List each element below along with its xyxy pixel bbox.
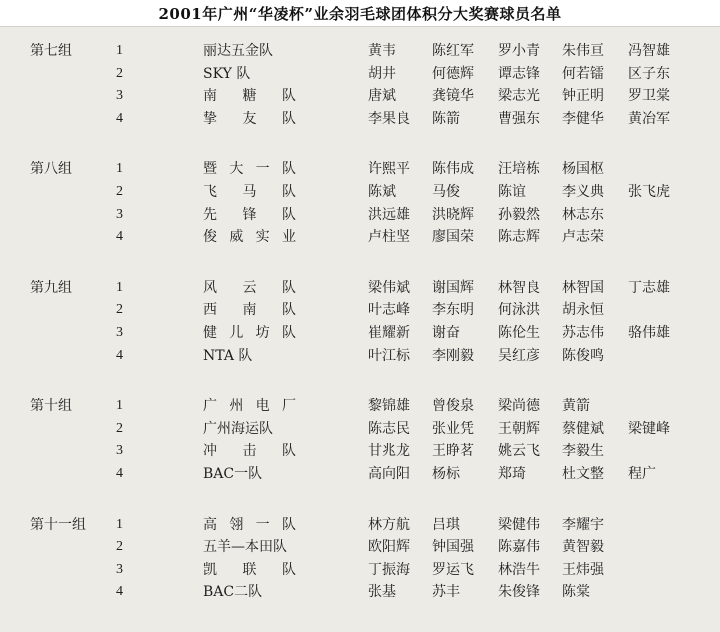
team-number: 4 xyxy=(116,110,123,126)
player-name: 姚云飞 xyxy=(498,443,540,460)
player-name: 许熙平 xyxy=(368,161,410,178)
team-name: 暨 大 一 队 xyxy=(203,161,296,178)
player-name: 高向阳 xyxy=(368,465,410,482)
player-name: 陈红军 xyxy=(432,43,474,59)
player-name: 曾俊泉 xyxy=(432,398,474,415)
team-row xyxy=(0,345,720,368)
player-name: 杨标 xyxy=(432,465,460,482)
team-row xyxy=(0,277,720,300)
team-number: 3 xyxy=(116,443,123,459)
player-name: 罗小青 xyxy=(498,43,540,59)
player-name: 欧阳辉 xyxy=(368,539,410,556)
team-number: 3 xyxy=(116,88,123,104)
team-name: 挚 友 队 xyxy=(203,110,296,127)
player-name: 冯智雄 xyxy=(628,43,670,59)
player-name: 卢志荣 xyxy=(562,229,604,246)
team-number: 1 xyxy=(116,279,123,295)
player-name: 区子东 xyxy=(628,65,670,82)
roster-sections xyxy=(0,40,720,632)
player-name: 龚镜华 xyxy=(432,88,474,105)
team-row xyxy=(0,514,720,537)
player-name: 何泳洪 xyxy=(498,302,540,319)
player-name: 钟国强 xyxy=(432,539,474,556)
player-name: 胡永恒 xyxy=(562,302,604,319)
team-name: 凯 联 队 xyxy=(203,561,296,578)
team-name: 健 儿 坊 队 xyxy=(203,324,296,341)
group-name: 第七组 xyxy=(30,43,72,59)
team-name: 广 州 电 厂 xyxy=(203,398,296,415)
player-name: 陈谊 xyxy=(498,183,526,200)
player-name: 程广 xyxy=(628,465,656,482)
team-row xyxy=(0,204,720,227)
team-number: 4 xyxy=(116,465,123,481)
team-row xyxy=(0,463,720,486)
team-row xyxy=(0,158,720,181)
team-number: 2 xyxy=(116,420,123,436)
player-name: 李东明 xyxy=(432,302,474,319)
title-divider xyxy=(0,26,720,27)
player-name: 崔耀新 xyxy=(368,324,410,341)
player-name: 张基 xyxy=(368,584,396,601)
player-name: 吕琪 xyxy=(432,516,460,533)
team-name: 高 翎 一 队 xyxy=(203,516,296,533)
group-section xyxy=(0,514,720,604)
team-row xyxy=(0,322,720,345)
player-name: 马俊 xyxy=(432,183,460,200)
team-name: NTA 队 xyxy=(203,347,253,364)
player-name: 吴红彦 xyxy=(498,347,540,364)
player-name: 陈志民 xyxy=(368,420,410,437)
player-name: 卢柱坚 xyxy=(368,229,410,246)
player-name: 李刚毅 xyxy=(432,347,474,364)
team-row xyxy=(0,440,720,463)
player-name: 廖国荣 xyxy=(432,229,474,246)
player-name: 陈箭 xyxy=(432,110,460,127)
group-section xyxy=(0,277,720,367)
player-name: 林方航 xyxy=(368,516,410,533)
player-name: 杨国枢 xyxy=(562,161,604,178)
player-name: 何德辉 xyxy=(432,65,474,82)
team-name: 五羊—本田队 xyxy=(203,539,287,556)
team-name: 西 南 队 xyxy=(203,302,296,319)
player-name: 王炜强 xyxy=(562,561,604,578)
team-number: 1 xyxy=(116,43,123,58)
player-name: 张飞虎 xyxy=(628,183,670,200)
player-name: 张业凭 xyxy=(432,420,474,437)
player-name: 李耀宇 xyxy=(562,516,604,533)
player-name: 钟正明 xyxy=(562,88,604,105)
group-name: 第十一组 xyxy=(30,516,86,533)
group-name: 第八组 xyxy=(30,161,72,178)
player-name: 梁志光 xyxy=(498,88,540,105)
team-name: BAC二队 xyxy=(203,584,263,601)
player-name: 陈俊鸣 xyxy=(562,347,604,364)
player-name: 苏志伟 xyxy=(562,324,604,341)
group-section xyxy=(0,158,720,248)
player-name: 黄韦 xyxy=(368,43,396,59)
team-name: 冲 击 队 xyxy=(203,443,296,460)
player-name: 朱俊锋 xyxy=(498,584,540,601)
team-number: 2 xyxy=(116,183,123,199)
group-section xyxy=(0,40,720,130)
title-bar xyxy=(0,0,720,26)
player-name: 陈嘉伟 xyxy=(498,539,540,556)
team-name: BAC一队 xyxy=(203,465,263,482)
team-row xyxy=(0,85,720,108)
player-name: 谢国辉 xyxy=(432,279,474,296)
page-title: 2001年广州“华凌杯”业余羽毛球团体积分大奖赛球员名单 xyxy=(158,4,562,23)
team-number: 4 xyxy=(116,584,123,600)
team-number: 3 xyxy=(116,206,123,222)
player-name: 何若镭 xyxy=(562,65,604,82)
player-name: 苏丰 xyxy=(432,584,460,601)
player-name: 洪晓辉 xyxy=(432,206,474,223)
team-number: 2 xyxy=(116,65,123,81)
team-name: 风 云 队 xyxy=(203,279,296,296)
player-name: 谢奋 xyxy=(432,324,460,341)
player-name: 罗卫棠 xyxy=(628,88,670,105)
player-name: 朱伟亘 xyxy=(562,43,604,59)
team-name: 南 糖 队 xyxy=(203,88,296,105)
player-name: 黄箭 xyxy=(562,398,590,415)
player-name: 谭志锋 xyxy=(498,65,540,82)
team-number: 4 xyxy=(116,229,123,245)
group-section xyxy=(0,395,720,485)
team-number: 1 xyxy=(116,161,123,177)
player-name: 陈伦生 xyxy=(498,324,540,341)
player-name: 孙毅然 xyxy=(498,206,540,223)
player-name: 罗运飞 xyxy=(432,561,474,578)
player-name: 唐斌 xyxy=(368,88,396,105)
player-name: 黄冶军 xyxy=(628,110,670,127)
group-name: 第九组 xyxy=(30,279,72,296)
player-name: 汪培栋 xyxy=(498,161,540,178)
team-number: 2 xyxy=(116,302,123,318)
player-name: 李毅生 xyxy=(562,443,604,460)
player-name: 林智良 xyxy=(498,279,540,296)
player-name: 梁伟斌 xyxy=(368,279,410,296)
team-number: 4 xyxy=(116,347,123,363)
player-name: 林志东 xyxy=(562,206,604,223)
player-name: 李义典 xyxy=(562,183,604,200)
team-row xyxy=(0,299,720,322)
team-row xyxy=(0,108,720,131)
team-name: 飞 马 队 xyxy=(203,183,296,200)
team-row xyxy=(0,395,720,418)
team-name: 广州海运队 xyxy=(203,420,273,437)
team-name: 先 锋 队 xyxy=(203,206,296,223)
player-name: 蔡健斌 xyxy=(562,420,604,437)
player-name: 叶志峰 xyxy=(368,302,410,319)
player-name: 胡井 xyxy=(368,65,396,82)
team-row xyxy=(0,226,720,249)
team-row xyxy=(0,63,720,86)
player-name: 林浩牛 xyxy=(498,561,540,578)
team-number: 1 xyxy=(116,398,123,414)
group-name: 第十组 xyxy=(30,398,72,415)
player-name: 陈斌 xyxy=(368,183,396,200)
player-name: 丁志雄 xyxy=(628,279,670,296)
player-name: 洪远雄 xyxy=(368,206,410,223)
player-name: 陈伟成 xyxy=(432,161,474,178)
player-name: 李果良 xyxy=(368,110,410,127)
team-row xyxy=(0,40,720,63)
team-number: 3 xyxy=(116,561,123,577)
team-number: 1 xyxy=(116,516,123,532)
player-name: 林智国 xyxy=(562,279,604,296)
player-name: 丁振海 xyxy=(368,561,410,578)
player-name: 王睁茗 xyxy=(432,443,474,460)
player-name: 陈志辉 xyxy=(498,229,540,246)
player-name: 李健华 xyxy=(562,110,604,127)
player-name: 黄智毅 xyxy=(562,539,604,556)
team-name: 丽达五金队 xyxy=(203,43,273,59)
player-name: 黎锦雄 xyxy=(368,398,410,415)
team-row xyxy=(0,181,720,204)
team-row xyxy=(0,418,720,441)
team-row xyxy=(0,536,720,559)
player-name: 甘兆龙 xyxy=(368,443,410,460)
player-name: 梁健伟 xyxy=(498,516,540,533)
player-name: 郑琦 xyxy=(498,465,526,482)
player-name: 骆伟雄 xyxy=(628,324,670,341)
player-name: 杜文整 xyxy=(562,465,604,482)
team-name: SKY 队 xyxy=(203,65,251,82)
player-name: 曹强东 xyxy=(498,110,540,127)
player-name: 王朝辉 xyxy=(498,420,540,437)
team-number: 2 xyxy=(116,539,123,555)
player-name: 陈棠 xyxy=(562,584,590,601)
player-name: 梁键峰 xyxy=(628,420,670,437)
team-row xyxy=(0,581,720,604)
team-name: 俊 威 实 业 xyxy=(203,229,296,246)
team-number: 3 xyxy=(116,324,123,340)
team-row xyxy=(0,559,720,582)
player-name: 梁尚德 xyxy=(498,398,540,415)
player-name: 叶江标 xyxy=(368,347,410,364)
